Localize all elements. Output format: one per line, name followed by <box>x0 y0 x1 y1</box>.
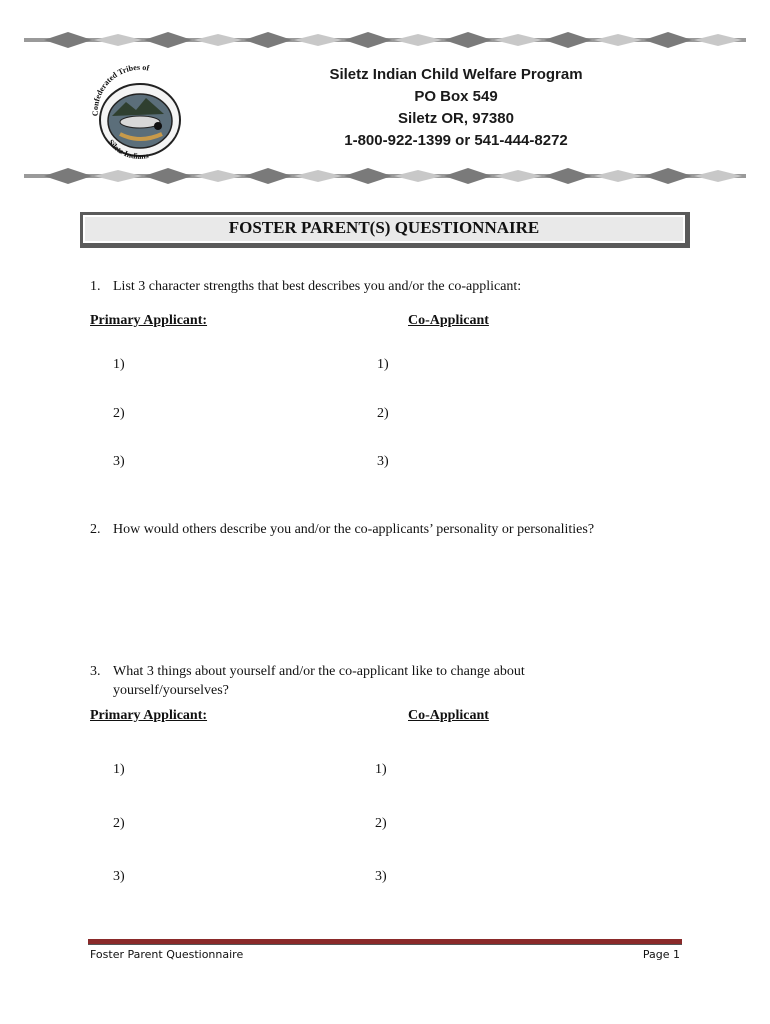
co-item-3: 3) <box>377 454 389 469</box>
co-item-3: 3) <box>375 869 387 884</box>
primary-item-1: 1) <box>113 762 125 777</box>
tribal-seal-logo <box>84 64 194 164</box>
top-decorative-border <box>24 30 746 50</box>
bottom-decorative-border <box>24 166 746 186</box>
primary-item-3: 3) <box>113 869 125 884</box>
primary-item-2: 2) <box>113 406 125 421</box>
org-city: Siletz OR, 97380 <box>398 110 514 127</box>
primary-item-1: 1) <box>113 357 125 372</box>
question-text: List 3 character strengths that best describes you and/or the co-applicant: <box>113 279 522 294</box>
co-item-1: 1) <box>377 357 389 372</box>
page-title: FOSTER PARENT(S) QUESTIONNAIRE <box>83 215 685 243</box>
co-item-2: 2) <box>375 816 387 831</box>
seal-bottom-text: Siletz Indians <box>106 137 150 161</box>
question-number: 3. <box>90 664 101 679</box>
co-applicant-label: Co-Applicant <box>408 313 489 328</box>
seal-top-text: Confederated Tribes of <box>90 64 150 117</box>
footer-rule <box>88 939 682 945</box>
primary-applicant-label: Primary Applicant: <box>90 313 208 328</box>
org-name: Siletz Indian Child Welfare Program <box>329 66 583 83</box>
org-po-box: PO Box 549 <box>414 88 498 105</box>
co-item-1: 1) <box>375 762 387 777</box>
question-number: 2. <box>90 522 101 537</box>
org-phones: 1-800-922-1399 or 541-444-8272 <box>344 132 568 149</box>
title-box <box>80 212 690 248</box>
primary-applicant-label: Primary Applicant: <box>90 708 208 723</box>
question-number: 1. <box>90 279 101 294</box>
question-text: How would others describe you and/or the co-applicants’ personality or personalities? <box>113 522 595 537</box>
co-applicant-label: Co-Applicant <box>408 708 489 723</box>
question-text-line-2: yourself/yourselves? <box>113 683 229 698</box>
primary-item-2: 2) <box>113 816 125 831</box>
question-text-line-1: What 3 things about yourself and/or the co-applicant like to change about <box>113 664 525 679</box>
footer-page-number: Page 1 <box>642 948 680 961</box>
co-item-2: 2) <box>377 406 389 421</box>
primary-item-3: 3) <box>113 454 125 469</box>
footer-document-title: Foster Parent Questionnaire <box>90 948 244 961</box>
